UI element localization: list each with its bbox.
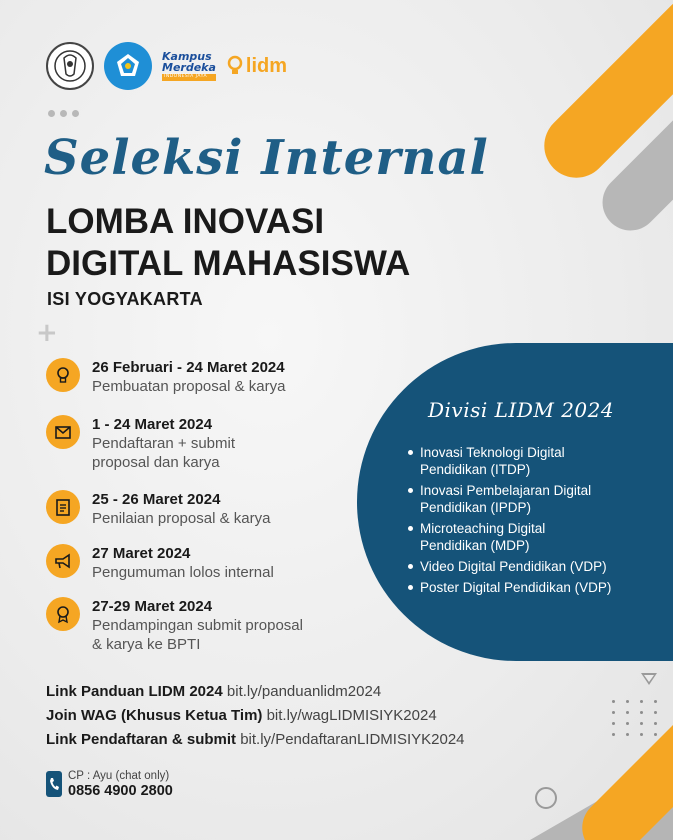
- link-url[interactable]: bit.ly/wagLIDMISIYK2024: [266, 707, 437, 724]
- division-list: [408, 444, 611, 600]
- timeline-desc: Penilaian proposal & karya: [92, 510, 271, 527]
- list-item: Poster Digital Pendidikan (VDP): [408, 579, 611, 596]
- title-line-2: DIGITAL MAHASISWA: [46, 244, 411, 283]
- timeline-desc: Pengumuman lolos internal: [92, 564, 274, 581]
- lidm-logo: lidm: [226, 55, 287, 78]
- link-label: Link Panduan LIDM 2024: [46, 683, 223, 700]
- link-line: [46, 683, 381, 700]
- decor-dot-grid: [612, 700, 660, 736]
- kampus-merdeka-logo: Kampus Merdeka INDONESIA JAYA: [162, 50, 216, 80]
- contact-phone: 0856 4900 2800: [68, 783, 173, 799]
- link-url[interactable]: bit.ly/panduanlidm2024: [226, 683, 382, 700]
- link-line: [46, 731, 465, 748]
- lightbulb-icon: [226, 55, 244, 77]
- list-item: Inovasi Pembelajaran Digital Pendidikan (IPDP): [408, 482, 611, 516]
- timeline-desc: Pendaftaran + submit: [92, 435, 236, 452]
- list-item: Video Digital Pendidikan (VDP): [408, 558, 611, 575]
- timeline-item: [46, 415, 235, 472]
- decor-plus-icon: +: [36, 318, 58, 348]
- link-label: Link Pendaftaran & submit: [46, 731, 237, 748]
- timeline-item: [46, 544, 274, 582]
- timeline-date: 1 - 24 Maret 2024: [92, 416, 213, 433]
- timeline-item: [46, 358, 285, 396]
- timeline-desc: Pembuatan proposal & karya: [92, 378, 286, 395]
- envelope-icon: [46, 415, 80, 449]
- subtitle: ISI YOGYAKARTA: [47, 289, 203, 309]
- logo-bar: [46, 42, 287, 90]
- contact-block: [46, 769, 173, 799]
- timeline-item: [46, 490, 270, 528]
- timeline-date: 27-29 Maret 2024: [92, 598, 213, 615]
- link-label: Join WAG (Khusus Ketua Tim): [46, 707, 263, 724]
- decor-ring: [535, 787, 557, 809]
- division-title: Divisi LIDM 2024: [428, 398, 615, 422]
- list-item: Microteaching Digital Pendidikan (MDP): [408, 520, 611, 554]
- timeline-desc: Pendampingan submit proposal: [92, 617, 303, 634]
- decor-dots: [48, 110, 79, 117]
- link-line: [46, 707, 437, 724]
- link-url[interactable]: bit.ly/PendaftaranLIDMISIYK2024: [240, 731, 465, 748]
- lightbulb-icon: [46, 358, 80, 392]
- timeline-date: 27 Maret 2024: [92, 545, 191, 562]
- award-badge-icon: [46, 597, 80, 631]
- megaphone-icon: [46, 544, 80, 578]
- script-title: Seleksi Internal: [44, 130, 489, 186]
- timeline-desc: & karya ke BPTI: [92, 636, 201, 653]
- document-list-icon: [46, 490, 80, 524]
- list-item: Inovasi Teknologi Digital Pendidikan (ITDP): [408, 444, 611, 478]
- phone-icon: [46, 771, 62, 797]
- isi-logo: [46, 42, 94, 90]
- decor-triangle-icon: [641, 673, 657, 685]
- timeline-item: [46, 597, 303, 654]
- contact-label: CP : Ayu (chat only): [68, 770, 170, 782]
- title-line-1: LOMBA INOVASI: [46, 202, 325, 241]
- timeline-date: 25 - 26 Maret 2024: [92, 491, 221, 508]
- timeline-desc: proposal dan karya: [92, 454, 220, 471]
- tut-wuri-handayani-logo: [104, 42, 152, 90]
- timeline-date: 26 Februari - 24 Maret 2024: [92, 359, 285, 376]
